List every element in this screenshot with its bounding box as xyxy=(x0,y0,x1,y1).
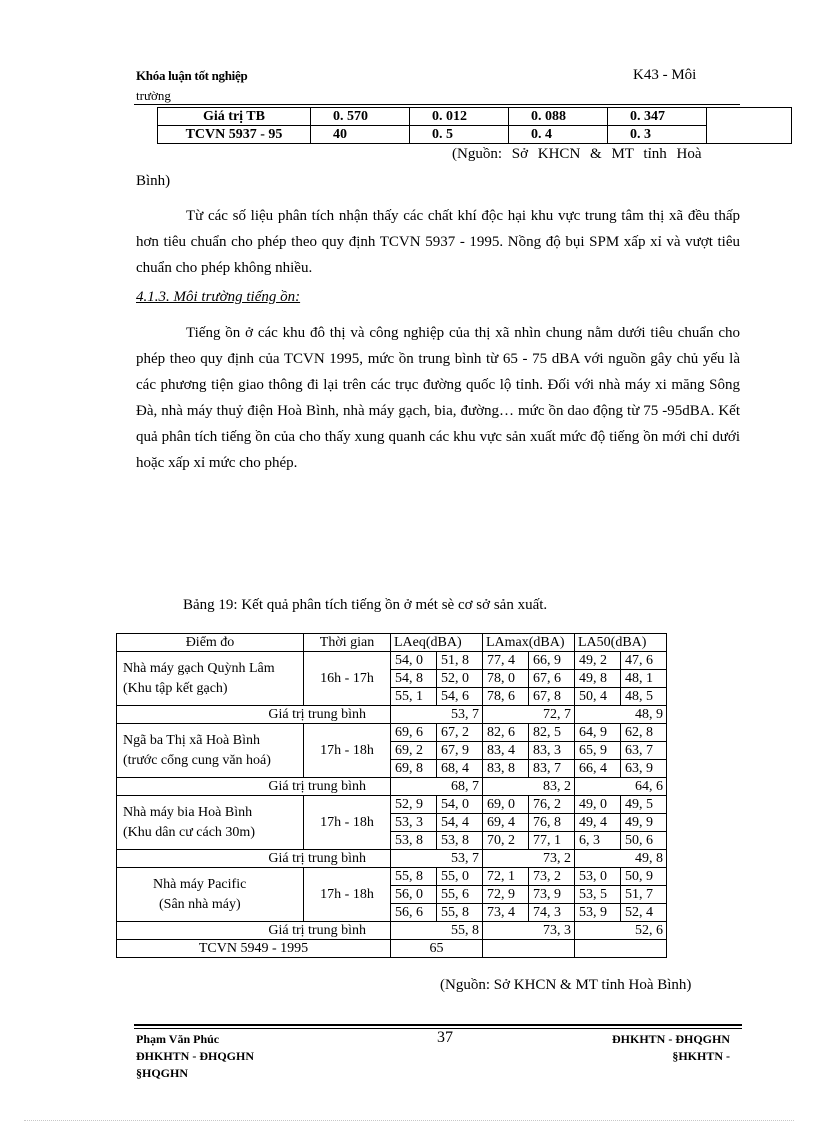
table-cell: 83, 4 xyxy=(483,742,529,760)
table-cell: 47, 6 xyxy=(621,652,667,670)
table-cell: 53, 9 xyxy=(575,904,621,922)
measurement-point-name: Ngã ba Thị xã Hoà Bình xyxy=(123,732,260,748)
average-value: 73, 2 xyxy=(483,850,575,868)
average-value: 53, 7 xyxy=(391,706,483,724)
standard-label: TCVN 5949 - 1995 xyxy=(117,940,391,958)
measurement-point-name: Nhà máy Pacific xyxy=(153,876,247,892)
measurement-point-name: Nhà máy bia Hoà Bình xyxy=(123,804,253,820)
paragraph-air-quality xyxy=(136,203,740,281)
average-value: 53, 7 xyxy=(391,850,483,868)
table-cell: 53, 0 xyxy=(575,868,621,886)
measurement-point xyxy=(117,796,304,850)
row-label: TCVN 5937 - 95 xyxy=(158,126,311,144)
table-cell: 72, 9 xyxy=(483,886,529,904)
table-cell: 49, 2 xyxy=(575,652,621,670)
empty-cell xyxy=(575,940,667,958)
standard-value: 65 xyxy=(391,940,483,958)
column-header: LAeq(dBA) xyxy=(391,634,483,652)
table-row xyxy=(117,724,667,742)
measurement-point-detail: (trước cổng cung văn hoá) xyxy=(123,752,271,768)
footer-left xyxy=(136,1031,254,1082)
average-value: 73, 3 xyxy=(483,922,575,940)
standard-row xyxy=(117,940,667,958)
table-cell: 56, 0 xyxy=(391,886,437,904)
table-cell: 54, 6 xyxy=(437,688,483,706)
table-cell: 67, 9 xyxy=(437,742,483,760)
table-cell: 52, 4 xyxy=(621,904,667,922)
table-cell: 76, 2 xyxy=(529,796,575,814)
table-cell: 53, 3 xyxy=(391,814,437,832)
measurement-time: 17h - 18h xyxy=(304,796,391,850)
table-cell: 83, 8 xyxy=(483,760,529,778)
average-value: 83, 2 xyxy=(483,778,575,796)
table-cell: 78, 6 xyxy=(483,688,529,706)
average-row xyxy=(117,778,667,796)
table-cell: 51, 8 xyxy=(437,652,483,670)
page-number: 37 xyxy=(437,1029,453,1046)
table-cell: 54, 0 xyxy=(391,652,437,670)
footer-right xyxy=(588,1031,730,1065)
measurement-time: 17h - 18h xyxy=(304,724,391,778)
table-cell: 70, 2 xyxy=(483,832,529,850)
table-row xyxy=(158,126,792,144)
table-cell: 55, 1 xyxy=(391,688,437,706)
table-cell: 67, 8 xyxy=(529,688,575,706)
table-cell: 52, 0 xyxy=(437,670,483,688)
paragraph-noise xyxy=(136,320,740,476)
empty-cell xyxy=(707,108,792,144)
footer-institution: ĐHKHTN - ĐHQGHN xyxy=(136,1049,255,1063)
table-cell: 0. 3 xyxy=(608,126,707,144)
table-cell: 73, 2 xyxy=(529,868,575,886)
table-cell: 53, 8 xyxy=(437,832,483,850)
table-cell: 67, 2 xyxy=(437,724,483,742)
table-cell: 82, 5 xyxy=(529,724,575,742)
average-value: 49, 8 xyxy=(575,850,667,868)
source-note: (Nguồn: Sở KHCN & MT tỉnh Hoà Bình) xyxy=(440,977,692,993)
footer-institution-continued: §HKHTN - xyxy=(672,1049,730,1063)
table-cell: 49, 8 xyxy=(575,670,621,688)
table-cell: 69, 2 xyxy=(391,742,437,760)
table-cell: 83, 7 xyxy=(529,760,575,778)
empty-cell xyxy=(483,940,575,958)
column-header: LAmax(dBA) xyxy=(483,634,575,652)
table-cell: 0. 4 xyxy=(509,126,608,144)
table-row xyxy=(117,868,667,886)
table-cell: 69, 8 xyxy=(391,760,437,778)
table-cell: 69, 6 xyxy=(391,724,437,742)
table-cell: 69, 0 xyxy=(483,796,529,814)
table-cell: 54, 8 xyxy=(391,670,437,688)
table-cell: 49, 0 xyxy=(575,796,621,814)
average-row xyxy=(117,706,667,724)
footer-author: Phạm Văn Phúc xyxy=(136,1032,220,1046)
average-value: 52, 6 xyxy=(575,922,667,940)
paragraph-text: Tiếng ồn ở các khu đô thị và công nghiệp của thị xã nhìn chung nằm dưới tiêu chuẩn cho phép theo quy định của TCVN 1995, mức ồn trung bình từ 65 - 75 dBA với nguồn gây chủ yếu là các phương tiện giao thông đi lại trên các trục đường quốc lộ tỉnh. Đối với nhà máy xi măng Sông Đà, nhà máy thuỷ điện Hoà Bình, nhà máy gạch, bia, đường… mức ồn dao động từ 75 -95dBA. Kết quả phân tích tiếng ồn của cho thấy xung quanh các khu vực sản xuất mức độ tiếng ồn mới chỉ dưới hoặc xấp xỉ mức cho phép. xyxy=(136,325,740,471)
table-cell: 53, 5 xyxy=(575,886,621,904)
header-right: K43 - Môi xyxy=(633,67,697,83)
table-cell: 54, 0 xyxy=(437,796,483,814)
table-row xyxy=(158,108,792,126)
average-value: 55, 8 xyxy=(391,922,483,940)
table-cell: 72, 1 xyxy=(483,868,529,886)
header-title-continued: trường xyxy=(136,88,171,103)
table-cell: 73, 9 xyxy=(529,886,575,904)
measurement-point-detail: (Sân nhà máy) xyxy=(159,896,241,912)
average-value: 68, 7 xyxy=(391,778,483,796)
air-quality-table-fragment xyxy=(157,107,792,144)
table-cell: 6, 3 xyxy=(575,832,621,850)
table-cell: 67, 6 xyxy=(529,670,575,688)
footer-institution-continued: §HQGHN xyxy=(136,1066,189,1080)
table-cell: 76, 8 xyxy=(529,814,575,832)
average-label: Giá trị trung bình xyxy=(117,706,391,724)
average-label: Giá trị trung bình xyxy=(117,922,391,940)
table-cell: 55, 8 xyxy=(391,868,437,886)
table-row xyxy=(117,796,667,814)
header-title: Khóa luận tốt nghiệp xyxy=(136,68,248,83)
noise-results-table xyxy=(116,633,667,958)
average-label: Giá trị trung bình xyxy=(117,850,391,868)
row-label: Giá trị TB xyxy=(158,108,311,126)
table-cell: 63, 7 xyxy=(621,742,667,760)
table-cell: 66, 9 xyxy=(529,652,575,670)
footer-divider xyxy=(134,1024,742,1026)
table-cell: 50, 4 xyxy=(575,688,621,706)
average-value: 72, 7 xyxy=(483,706,575,724)
table-cell: 68, 4 xyxy=(437,760,483,778)
average-label: Giá trị trung bình xyxy=(117,778,391,796)
table-cell: 51, 7 xyxy=(621,886,667,904)
table-row xyxy=(117,652,667,670)
table-cell: 66, 4 xyxy=(575,760,621,778)
table-cell: 50, 9 xyxy=(621,868,667,886)
measurement-point xyxy=(117,724,304,778)
table-cell: 74, 3 xyxy=(529,904,575,922)
table-cell: 64, 9 xyxy=(575,724,621,742)
table-cell: 0. 5 xyxy=(410,126,509,144)
table-cell: 77, 4 xyxy=(483,652,529,670)
table-cell: 0. 012 xyxy=(410,108,509,126)
table-cell: 49, 9 xyxy=(621,814,667,832)
table-cell: 53, 8 xyxy=(391,832,437,850)
table-cell: 54, 4 xyxy=(437,814,483,832)
measurement-point xyxy=(117,652,304,706)
measurement-point-detail: (Khu tập kết gạch) xyxy=(123,680,228,696)
column-header: Điểm đo xyxy=(117,634,304,652)
table-cell: 0. 570 xyxy=(311,108,410,126)
table-cell: 48, 1 xyxy=(621,670,667,688)
measurement-point-name: Nhà máy gạch Quỳnh Lâm xyxy=(123,660,275,676)
table-cell: 0. 347 xyxy=(608,108,707,126)
measurement-point xyxy=(117,868,304,922)
column-header: Thời gian xyxy=(304,634,391,652)
average-row xyxy=(117,850,667,868)
table-cell: 77, 1 xyxy=(529,832,575,850)
source-note: (Nguồn: Sở KHCN & MT tỉnh Hoà xyxy=(452,146,702,162)
header-divider xyxy=(134,104,740,105)
table-cell: 0. 088 xyxy=(509,108,608,126)
table-cell: 82, 6 xyxy=(483,724,529,742)
table-cell: 55, 6 xyxy=(437,886,483,904)
table-cell: 55, 8 xyxy=(437,904,483,922)
source-note-continued: Bình) xyxy=(136,173,171,189)
table-cell: 40 xyxy=(311,126,410,144)
table-cell: 63, 9 xyxy=(621,760,667,778)
measurement-time: 17h - 18h xyxy=(304,868,391,922)
table-cell: 69, 4 xyxy=(483,814,529,832)
average-row xyxy=(117,922,667,940)
table-cell: 73, 4 xyxy=(483,904,529,922)
paragraph-text: Từ các số liệu phân tích nhận thấy các chất khí độc hại khu vực trung tâm thị xã đều thấp hơn tiêu chuẩn cho phép theo quy định TCVN 5937 - 1995. Nồng độ bụi SPM xấp xỉ và vượt tiêu chuẩn cho phép không nhiều. xyxy=(136,208,740,276)
page-bottom-dotted-line xyxy=(24,1120,794,1121)
average-value: 48, 9 xyxy=(575,706,667,724)
measurement-time: 16h - 17h xyxy=(304,652,391,706)
table-cell: 78, 0 xyxy=(483,670,529,688)
footer-institution: ĐHKHTN - ĐHQGHN xyxy=(611,1032,730,1046)
column-header: LA50(dBA) xyxy=(575,634,667,652)
table-caption: Bảng 19: Kết quả phân tích tiếng ồn ở mét sè cơ sở sản xuất. xyxy=(183,597,548,613)
table-cell: 50, 6 xyxy=(621,832,667,850)
average-value: 64, 6 xyxy=(575,778,667,796)
table-cell: 48, 5 xyxy=(621,688,667,706)
measurement-point-detail: (Khu dân cư cách 30m) xyxy=(123,824,255,840)
table-cell: 62, 8 xyxy=(621,724,667,742)
table-header-row xyxy=(117,634,667,652)
table-cell: 56, 6 xyxy=(391,904,437,922)
table-cell: 83, 3 xyxy=(529,742,575,760)
table-cell: 52, 9 xyxy=(391,796,437,814)
table-cell: 49, 4 xyxy=(575,814,621,832)
table-cell: 65, 9 xyxy=(575,742,621,760)
table-cell: 49, 5 xyxy=(621,796,667,814)
section-heading: 4.1.3. Môi trường tiếng ồn: xyxy=(136,289,301,305)
table-cell: 55, 0 xyxy=(437,868,483,886)
